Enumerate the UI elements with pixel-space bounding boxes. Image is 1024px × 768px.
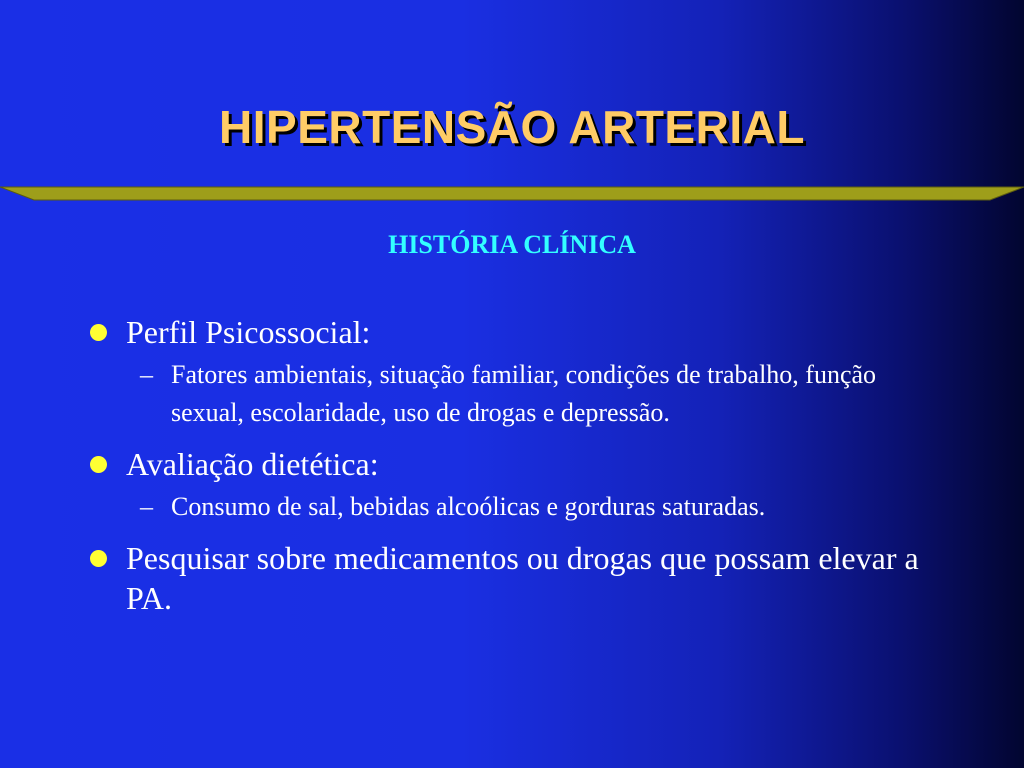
bullet-text: Avaliação dietética: — [126, 446, 379, 482]
sub-bullet-item — [90, 356, 930, 432]
bullet-item — [90, 538, 930, 618]
bullet-dot-icon — [90, 550, 107, 567]
bullet-dot-icon — [90, 456, 107, 473]
bullet-item — [90, 312, 930, 352]
sub-bullet-text: Fatores ambientais, situação familiar, condições de trabalho, função sexual, escolaridade, uso de drogas e depressão. — [171, 360, 877, 427]
title-divider — [0, 184, 1024, 204]
bullet-dot-icon — [90, 324, 107, 341]
sub-bullet-text: Consumo de sal, bebidas alcoólicas e gorduras saturadas. — [171, 492, 766, 521]
slide-subtitle: HISTÓRIA CLÍNICA — [388, 230, 636, 259]
bullet-text: Perfil Psicossocial: — [126, 314, 371, 350]
sub-bullet-dash: – — [140, 492, 153, 521]
sub-bullet-dash: – — [140, 360, 153, 389]
bullet-text: Pesquisar sobre medicamentos ou drogas que possam elevar a PA. — [126, 540, 919, 616]
slide-title: HIPERTENSÃO ARTERIAL — [219, 101, 805, 153]
sub-bullet-item — [90, 488, 930, 526]
bullet-list — [90, 312, 930, 618]
bullet-item — [90, 444, 930, 484]
